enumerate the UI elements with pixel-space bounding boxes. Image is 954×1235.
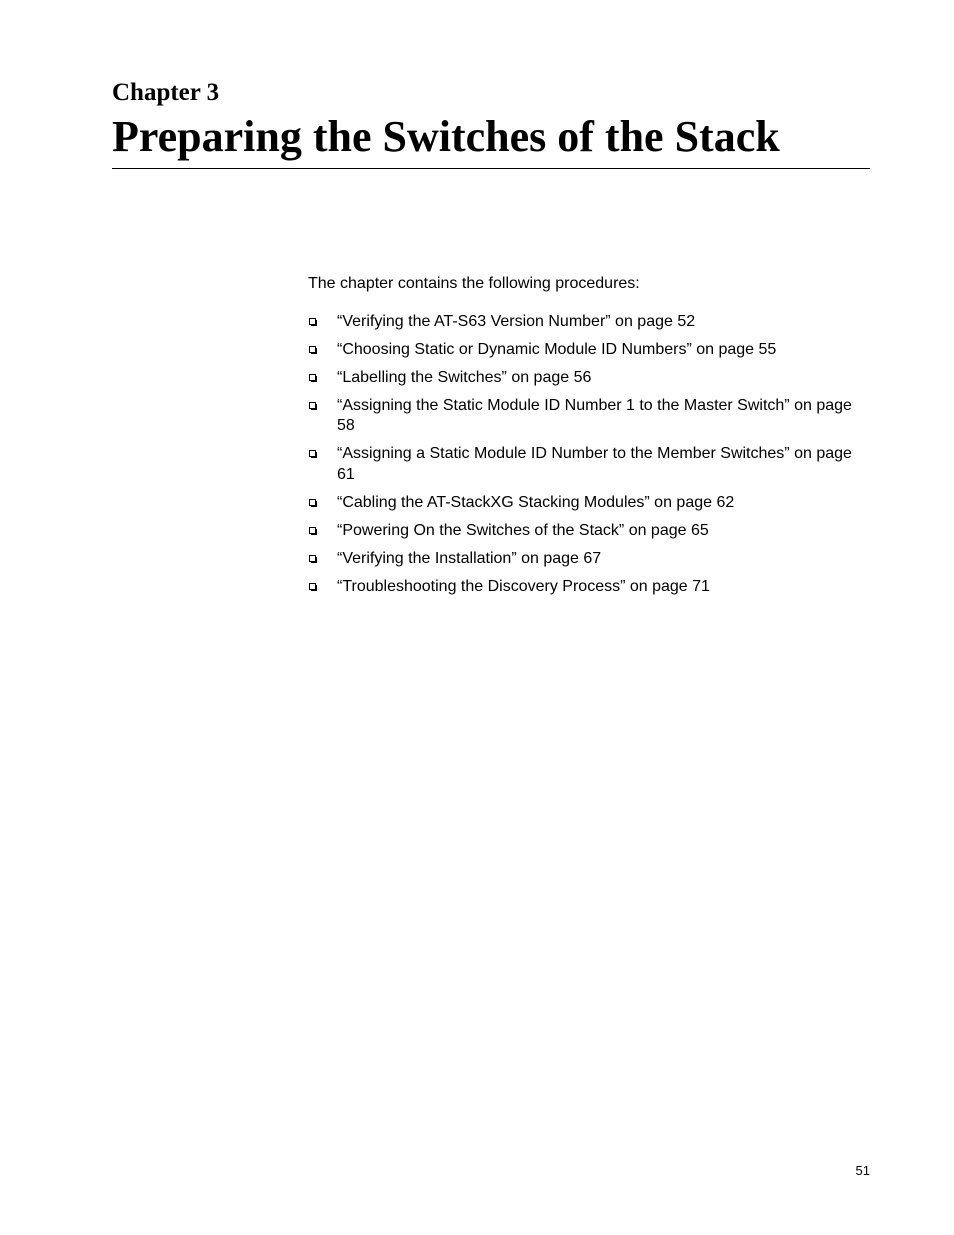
procedure-link-text: “Assigning the Static Module ID Number 1 to the Master Switch” on page 58 [337, 396, 852, 434]
procedure-item [308, 368, 856, 389]
chapter-contents [308, 274, 856, 605]
checkbox-icon [309, 583, 317, 591]
checkbox-icon [309, 318, 317, 326]
procedure-link-text: “Choosing Static or Dynamic Module ID Numbers” on page 55 [337, 340, 777, 358]
procedure-item [308, 340, 856, 361]
procedure-link-text: “Troubleshooting the Discovery Process” on page 71 [337, 577, 710, 595]
procedure-link-text: “Verifying the AT-S63 Version Number” on page 52 [337, 312, 696, 330]
procedure-item [308, 521, 856, 542]
procedure-item [308, 549, 856, 570]
checkbox-icon [309, 374, 317, 382]
checkbox-icon [309, 527, 317, 535]
procedure-link-text: “Powering On the Switches of the Stack” on page 65 [337, 521, 709, 539]
procedure-item [308, 312, 856, 333]
checkbox-icon [309, 499, 317, 507]
procedure-link-text: “Assigning a Static Module ID Number to the Member Switches” on page 61 [337, 445, 852, 483]
checkbox-icon [309, 555, 317, 563]
title-rule [112, 168, 870, 169]
chapter-label: Chapter 3 [112, 79, 220, 106]
checkbox-icon [309, 402, 317, 410]
chapter-title: Preparing the Switches of the Stack [112, 112, 780, 161]
procedure-link-text: “Labelling the Switches” on page 56 [337, 368, 592, 386]
intro-text: The chapter contains the following procedures: [308, 275, 640, 292]
checkbox-icon [309, 346, 317, 354]
procedure-link-text: “Cabling the AT-StackXG Stacking Modules” on page 62 [337, 493, 735, 511]
procedure-item [308, 493, 856, 514]
procedure-item [308, 577, 856, 598]
procedure-item [308, 444, 856, 485]
checkbox-icon [309, 450, 317, 458]
procedure-list [308, 312, 856, 598]
procedure-item [308, 396, 856, 437]
page-number: 51 [855, 1163, 870, 1178]
procedure-link-text: “Verifying the Installation” on page 67 [337, 549, 602, 567]
